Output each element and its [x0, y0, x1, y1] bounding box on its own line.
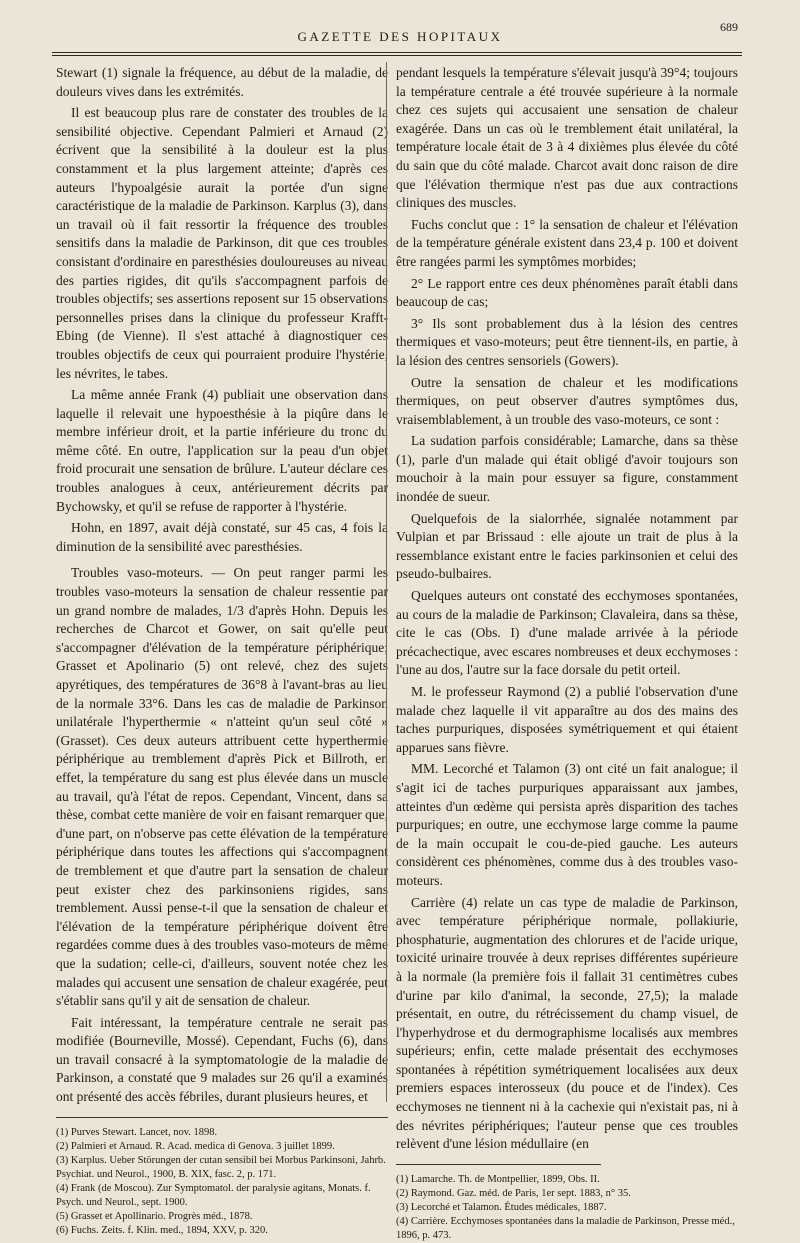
paragraph: Hohn, en 1897, avait déjà constaté, sur 45 cas, 4 fois la diminution de la sensibilité avec paresthésies.	[56, 520, 388, 554]
paragraph: Stewart (1) signale la fréquence, au début de la maladie, de douleurs vives dans les extrémités.	[56, 65, 388, 99]
footnote: (4) Frank (de Moscou). Zur Symptomatol. der paralysie agitans, Monats. f. Psych. und Neurol., sept. 1900.	[56, 1182, 371, 1208]
footnote: (6) Fuchs. Zeits. f. Klin. med., 1894, XXV, p. 320.	[56, 1224, 268, 1236]
journal-title: GAZETTE DES HOPITAUX	[297, 29, 503, 44]
column-divider	[386, 62, 387, 1102]
paragraph: 2° Le rapport entre ces deux phénomènes paraît établi dans beaucoup de cas;	[396, 275, 738, 310]
paragraph: 3° Ils sont probablement dus à la lésion des centres thermiques et vaso-moteurs; peut être tiennent-ils, en partie, à la lésion des centres sensoriels (Gowers).	[396, 315, 738, 368]
footnote: (1) Lamarche. Th. de Montpellier, 1899, Obs. II.	[396, 1173, 600, 1185]
paragraph: Fait intéressant, la température centrale ne serait pas modifiée (Bourneville, Mossé). Cependant, Fuchs (6), dans un travail consacré à la symptomatologie de la maladie de Parkinson, a constaté que 9 malades sur 26 qu'il a examinés ont présenté des accès fébriles, durant plusieurs heures, et	[56, 1014, 388, 1105]
paragraph: Quelquefois de la sialorrhée, signalée notamment par Vulpian et par Brissaud : elle ajoute un trait de plus à la ressemblance existant entre le facies parkinsonien et celui des pseudo-bulbaires.	[396, 510, 738, 582]
paragraph: MM. Lecorché et Talamon (3) ont cité un fait analogue; il s'agit ici de taches purpuriques apparaissant aux jambes, atteintes d'un œdème qui persista après disparition des taches purpuriques; en outre, une ecchymose large comme la paume de la main occupait le cou-de-pied gauche. Les auteurs considèrent ces phénomènes, comme dus à des troubles vaso-moteurs.	[396, 761, 738, 888]
paragraph: La même année Frank (4) publiait une observation dans laquelle il relevait une hypoesthésie à la piqûre dans le membre inférieur droit, et la partie inférieure du tronc du même côté. En outre, l'application sur la peau d'un objet froid procurait une sensation de brûlure. L'auteur déclare ces troubles analogues à ceux, antérieurement décrits par Bychowsky, et qu'il se refuse de rapporter à l'hystérie.	[56, 387, 388, 514]
paragraph: Carrière (4) relate un cas type de maladie de Parkinson, avec température périphérique normale, pollakiurie, phosphaturie, augmentation des chlorures et de l'acide urique, toxicité urinaire trouvée à deux reprises différentes supérieure à la normale (la première fois il fallait 31 centimètres cubes d'urine par kilo d'animal, la seconde, 27,5); la malade présentait, en outre, du rétrécissement du champ visuel, de l'hyperhydrose et du dermographisme localisés aux membres supérieurs; enfin, cette malade présentait des ecchymoses spontanées à répétition symétriquement localisées aux deux premiers espaces interosseux (du pouce et de l'index). Ces ecchymoses ne tiennent ni à la cachexie qui n'existait pas, ni à des névrites périphériques; l'auteur pense que ces troubles relèvent d'une lésion médullaire (en	[396, 894, 738, 1152]
paragraph: M. le professeur Raymond (2) a publié l'observation d'une malade chez laquelle il vit apparaître au dos des mains des taches purpuriques, disposées symétriquement et qui étaient apparues sans fièvre.	[396, 684, 738, 755]
footnote: (3) Karplus. Ueber Störungen der cutan sensibil bei Morbus Parkinsoni, Jahrb. Psychiat. und Neurol., 1900, B. XIX, fasc. 2, p. 171.	[56, 1154, 386, 1180]
footnote: (3) Lecorché et Talamon. Études médicales, 1887.	[396, 1201, 607, 1213]
left-column	[56, 64, 388, 1238]
footnote: (2) Palmieri et Arnaud. R. Acad. medica di Genova. 3 juillet 1899.	[56, 1140, 335, 1152]
paragraph: pendant lesquels la température s'élevait jusqu'à 39°4; toujours la température centrale a été trouvée supérieure à la normale chez ces sujets qui accusaient une sensation de chaleur exagérée. Dans un cas où le tremblement était unilatéral, la température locale était de 3 à 4 dixièmes plus élevée du côté du sain que du côté malade. Charcot avait donc raison de dire que l'élévation thermique n'est pas due aux contractions cliniques des muscles.	[396, 65, 738, 211]
header-rule	[52, 52, 742, 53]
paragraph: Quelques auteurs ont constaté des ecchymoses spontanées, au cours de la maladie de Parkinson; Clavaleira, dans sa thèse, cite le cas (Obs. I) d'une malade arrivée à la période précachectique, avec escares nombreuses et deux ecchymoses : l'une au dos, l'autre sur la face dorsale du petit orteil.	[396, 588, 738, 678]
footnotes	[56, 1126, 388, 1238]
footnote: (5) Grasset et Apollinario. Progrès méd., 1878.	[56, 1210, 253, 1222]
header-rule-double	[52, 55, 742, 56]
footnote-rule	[56, 1117, 388, 1118]
footnote: (1) Purves Stewart. Lancet, nov. 1898.	[56, 1126, 218, 1138]
page-number: 689	[720, 20, 738, 34]
section-paragraph-vasomotor: Troubles vaso-moteurs. — On peut ranger parmi les troubles vaso-moteurs la sensation de chaleur ressentie par un grand nombre de malades, 1/3 d'après Hohn. Depuis les recherches de Charcot et Gower, on sait qu'elle peut s'accompagner d'élévation de la température périphérique; Grasset et Apolinario (5) ont relevé, chez des sujets apyrétiques, des températures de 36°8 à l'avant-bras au lieu de la normale 33°6. Dans les cas de maladie de Parkinson unilatérale l'hyperthermie « n'atteint qu'un seul côté » (Grasset). Ces deux auteurs attribuent cette hyperthermie périphérique au tremblement d'après Pick et Billroth, en effet, la température du sang est plus élevée dans un muscle au travail, qu'à l'état de repos. Cependant, Vincent, dans sa thèse, combat cette manière de voir en faisant remarquer que, d'une part, on n'observe pas cette élévation de la température périphérique dans toutes les affections qui s'accompagnent de tremblement et que d'autre part la sensation de chaleur peut exister chez des parkinsoniens rigides, sans tremblement. Aussi pense-t-il que la sensation de chaleur et l'élévation de la température périphérique doivent être regardées comme dues à des troubles vaso-moteurs de même que la sudation; celle-ci, d'ailleurs, souvent notée chez les malades qui accusent une sensation de chaleur exagérée, peut s'établir sans qu'il y ait de sensation de chaleur.	[56, 565, 388, 1009]
paragraph: La sudation parfois considérable; Lamarche, dans sa thèse (1), parle d'un malade qui était obligé d'avoir toujours son mouchoir à la main pour essuyer sa figure, constamment inondée de sueur.	[396, 433, 738, 505]
page-header	[0, 20, 800, 50]
footnote: (2) Raymond. Gaz. méd. de Paris, 1er sept. 1883, n° 35.	[396, 1187, 631, 1199]
footnote-rule	[396, 1164, 601, 1165]
paragraph: Outre la sensation de chaleur et les modifications thermiques, on peut observer d'autres symptômes dus, vraisemblablement, à un trouble des vaso-moteurs, ce sont :	[396, 374, 738, 427]
paragraph: Fuchs conclut que : 1° la sensation de chaleur et l'élévation de la température générale existent dans 23,4 p. 100 et doivent être rangées parmi les symptômes morbides;	[396, 216, 738, 269]
footnotes	[396, 1173, 738, 1243]
footnote: (4) Carrière. Ecchymoses spontanées dans la maladie de Parkinson, Presse méd., 1896, p. 473.	[396, 1215, 735, 1241]
right-column	[396, 64, 738, 1243]
paragraph: Il est beaucoup plus rare de constater des troubles de la sensibilité objective. Cependant Palmieri et Arnaud (2) écrivent que la sensibilité à la douleur est la plus constamment et la plus largement atteinte; d'après ces auteurs l'hypoalgésie aurait la portée d'un signe caractéristique de la maladie de Parkinson. Karplus (3), dans un travail où il fait ressortir la fréquence des troubles sensitifs dans la maladie de Parkinson, dit que ces troubles consistant d'ordinaire en paresthésies douloureuses au niveau des parties rigides, dit qu'ils s'accompagnent parfois de troubles objectifs; ses assertions reposent sur 15 observations personnelles prises dans la clinique du professeur Krafft-Ebing (de Vienne). Il s'est attaché à diagnostiquer ces troubles objectifs de ceux qui pourraient produire l'hystérie, les névrites, le tabes.	[56, 105, 388, 381]
